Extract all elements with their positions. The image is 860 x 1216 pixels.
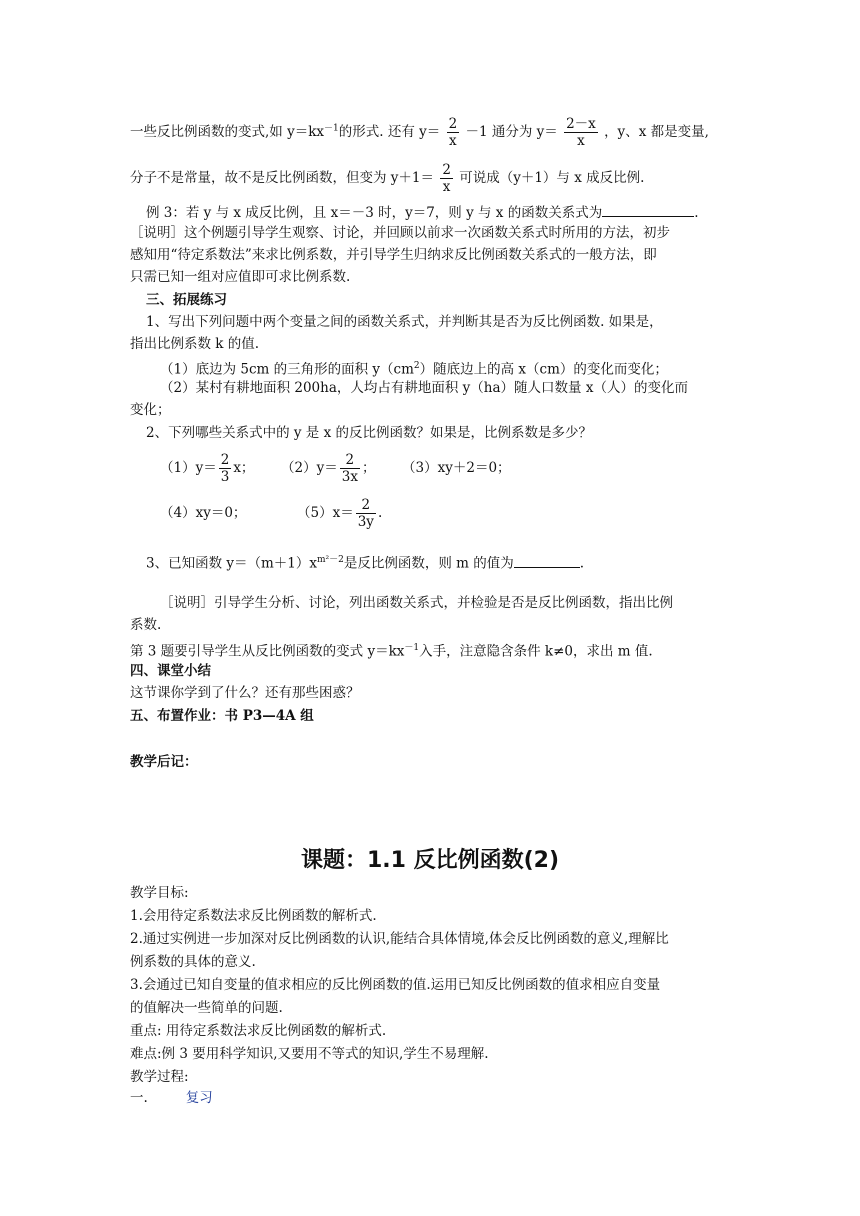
- fraction-2-over-3y: $\frac{2}{3y}$: [357, 497, 374, 530]
- key-point: 重点: 用待定系数法求反比例函数的解析式.: [130, 1023, 387, 1039]
- note-line: 只需已知一组对应值即可求比例系数.: [130, 269, 351, 285]
- question-1-part-1: （1）底边为 5cm 的三角形的面积 $y(cm^2)$随底边上的高 x（cm）的变化而变化；: [160, 361, 668, 378]
- fraction-2-over-3x: $\frac{2}{3x}$: [341, 452, 358, 485]
- goals-label: 教学目标:: [130, 885, 189, 901]
- paragraph-not-inverse: 分子不是常量，故不是反比例函数，但变为 y＋1＝ $\frac{2}{x}$ 可说成（y＋1）与 x 成反比例.: [130, 162, 645, 195]
- fraction-2-over-3: $\frac{2}{3}$: [220, 452, 230, 485]
- section-heading-summary: 四、课堂小结: [130, 663, 211, 679]
- fraction-2-minus-x-over-x: $\frac{2-x}{x}$: [566, 116, 596, 149]
- process-label: 教学过程:: [130, 1069, 189, 1085]
- process-step-1: 一. 复习: [130, 1090, 213, 1106]
- lesson-title: 课题：1.1 反比例函数(2): [300, 848, 560, 873]
- note-line: ［说明］引导学生分析、讨论，列出函数关系式，并检验是否是反比例函数，指出比例: [160, 595, 673, 611]
- answer-blank: [602, 202, 694, 217]
- note-line: 感知用“待定系数法”来求比例系数，并引导学生归纳求反比例函数关系式的一般方法，即: [130, 247, 657, 263]
- difficulty: 难点:例 3 要用科学知识,又要用不等式的知识,学生不易理解.: [130, 1046, 489, 1062]
- review-label: 复习: [185, 1090, 213, 1106]
- section-heading-extension: 三、拓展练习: [146, 292, 227, 308]
- paragraph-variant-forms: 一些反比例函数的变式,如 $y=kx^{-1}$的形式. 还有 y＝ $\frac{2}{x}$ －1 通分为 y＝ $\frac{2-x}{x}$ ，y、x 都是变量,: [130, 116, 709, 149]
- fraction-2-over-x-second: $\frac{2}{x}$: [442, 162, 451, 195]
- example-3: 例 3：若 y 与 x 成反比例，且 x＝－3 时，y＝7，则 y 与 x 的函数关系式为 .: [146, 202, 751, 223]
- question-1-cont: 指出比例系数 k 的值.: [130, 336, 260, 352]
- section-heading-homework: 五、布置作业：书 P3—4A 组: [130, 708, 314, 724]
- goal-item: 例系数的具体的意义.: [130, 954, 256, 970]
- note-line-3: 第 3 题要引导学生从反比例函数的变式 $y=kx^{-1}$入手，注意隐含条件 k≠0，求出 m 值.: [130, 643, 653, 660]
- goal-item: 的值解决一些简单的问题.: [130, 1000, 283, 1016]
- goal-item: 3.会通过已知自变量的值求相应的反比例函数的值.运用已知反比例函数的值求相应自变量: [130, 977, 661, 993]
- question-2-options-row-2: （4）xy＝0； （5）x＝ $\frac{2}{3y}$ .: [160, 497, 383, 530]
- goal-item: 1.会用待定系数法求反比例函数的解析式.: [130, 908, 377, 924]
- afterword-label: 教学后记：: [130, 754, 198, 770]
- summary-question: 这节课你学到了什么？还有那些困惑？: [130, 685, 360, 701]
- question-2-options-row-1: （1）y＝ $\frac{2}{3}$ x； （2）y＝ $\frac{2}{3x}$ ； （3）xy＋2＝0；: [160, 452, 511, 485]
- answer-blank: [514, 553, 580, 568]
- question-3: 3、已知函数 $y=(m+1)x^{m^2-2}$是反比例函数，则 m 的值为 .: [146, 550, 751, 574]
- note-line: ［说明］这个例题引导学生观察、讨论，并回顾以前求一次函数关系式时所用的方法，初步: [130, 225, 670, 241]
- question-2: 2、下列哪些关系式中的 y 是 x 的反比例函数？如果是，比例系数是多少？: [146, 425, 592, 441]
- fraction-2-over-x: $\frac{2}{x}$: [448, 116, 458, 149]
- goal-item: 2.通过实例进一步加深对反比例函数的认识,能结合具体情境,体会反比例函数的意义,理解比: [130, 931, 669, 947]
- question-1-part-2-cont: 变化；: [130, 402, 171, 418]
- question-1: 1、写出下列问题中两个变量之间的函数关系式，并判断其是否为反比例函数. 如果是，: [146, 314, 663, 330]
- question-1-part-2: （2）某村有耕地面积 200ha，人均占有耕地面积 y（ha）随人口数量 x（人）的变化而: [160, 380, 688, 396]
- note-line: 系数.: [130, 617, 162, 633]
